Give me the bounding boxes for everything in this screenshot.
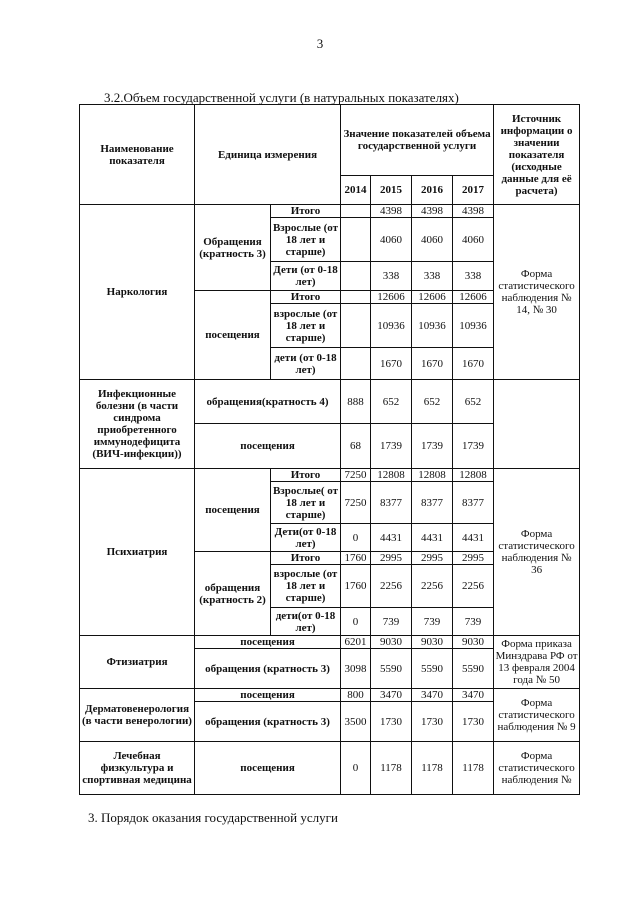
cell-value: 10936 (453, 304, 494, 348)
source-dermatovenerology: Форма статистического наблюдения № 9 (494, 689, 580, 742)
cell-value: 3470 (412, 689, 453, 702)
cell-value: 1670 (371, 348, 412, 380)
cell-value: 652 (453, 380, 494, 424)
cell-value: 3098 (341, 649, 371, 689)
cell-value: 8377 (412, 482, 453, 524)
cell-value: 1760 (341, 565, 371, 608)
cell-value: 2256 (371, 565, 412, 608)
source-narcology: Форма статистического наблюдения № 14, № 30 (494, 205, 580, 380)
cell-value: 10936 (371, 304, 412, 348)
cell-value: 4431 (453, 524, 494, 552)
cell-value (341, 205, 371, 218)
cell-value: 338 (453, 262, 494, 291)
cell-value: 338 (412, 262, 453, 291)
cell-value: 1739 (412, 424, 453, 469)
row-label: дети(от 0-18 лет) (271, 608, 341, 636)
indicator-exercise-therapy: Лечебная физкультура и спортивная медицина (80, 742, 195, 795)
cell-value: 10936 (412, 304, 453, 348)
cell-value: 8377 (453, 482, 494, 524)
cell-value: 1760 (341, 552, 371, 565)
row-label: Итого (271, 291, 341, 304)
cell-value: 739 (371, 608, 412, 636)
row-label: Итого (271, 205, 341, 218)
cell-value: 1730 (371, 702, 412, 742)
cell-value: 12808 (412, 469, 453, 482)
cell-value: 3470 (371, 689, 412, 702)
header-year: 2014 (341, 176, 371, 205)
header-values-title: Значение показателей объема государственной услуги (341, 105, 494, 176)
cell-value: 739 (412, 608, 453, 636)
psychiatry-appeals-group: обращения (кратность 2) (195, 552, 271, 636)
cell-value: 1730 (412, 702, 453, 742)
cell-value: 12606 (371, 291, 412, 304)
cell-value: 6201 (341, 636, 371, 649)
cell-value: 9030 (371, 636, 412, 649)
cell-value: 7250 (341, 469, 371, 482)
narcology-appeals-group: Обращения (кратность 3) (195, 205, 271, 291)
cell-value: 4060 (412, 218, 453, 262)
header-year: 2015 (371, 176, 412, 205)
cell-value: 4398 (412, 205, 453, 218)
cell-value: 3500 (341, 702, 371, 742)
cell-value: 5590 (453, 649, 494, 689)
narcology-visits-group: посещения (195, 291, 271, 380)
row-label: Итого (271, 552, 341, 565)
row-label: посещения (195, 742, 341, 795)
cell-value: 338 (371, 262, 412, 291)
cell-value: 1670 (453, 348, 494, 380)
cell-value (341, 304, 371, 348)
cell-value: 1178 (453, 742, 494, 795)
cell-value: 12606 (453, 291, 494, 304)
cell-value: 652 (371, 380, 412, 424)
cell-value: 2995 (453, 552, 494, 565)
cell-value (341, 348, 371, 380)
cell-value: 2256 (412, 565, 453, 608)
cell-value (341, 291, 371, 304)
row-label: обращения (кратность 3) (195, 649, 341, 689)
cell-value: 1178 (412, 742, 453, 795)
indicator-narcology: Наркология (80, 205, 195, 380)
cell-value: 12808 (453, 469, 494, 482)
header-source: Источник информации о значении показателя (исходные данные для её расчета) (494, 105, 580, 205)
cell-value: 1739 (371, 424, 412, 469)
row-label: взрослые (от 18 лет и старше) (271, 304, 341, 348)
cell-value: 0 (341, 742, 371, 795)
row-label: обращения(кратность 4) (195, 380, 341, 424)
cell-value: 4398 (453, 205, 494, 218)
cell-value: 800 (341, 689, 371, 702)
row-label: Дети(от 0-18 лет) (271, 524, 341, 552)
row-label: посещения (195, 636, 341, 649)
header-year: 2017 (453, 176, 494, 205)
indicator-infection: Инфекционные болезни (в части синдрома приобретенного иммунодефицита (ВИЧ-инфекции)) (80, 380, 195, 469)
cell-value (341, 262, 371, 291)
indicator-dermatovenerology: Дерматовенерология (в части венерологии) (80, 689, 195, 742)
cell-value: 888 (341, 380, 371, 424)
cell-value: 5590 (412, 649, 453, 689)
cell-value: 2995 (371, 552, 412, 565)
cell-value: 1739 (453, 424, 494, 469)
cell-value: 2256 (453, 565, 494, 608)
row-label: посещения (195, 689, 341, 702)
cell-value: 3470 (453, 689, 494, 702)
cell-value: 1730 (453, 702, 494, 742)
cell-value: 9030 (453, 636, 494, 649)
row-label: Взрослые( от 18 лет и старше) (271, 482, 341, 524)
source-phthisiatry: Форма приказа Минздрава РФ от 13 февраля 2004 года № 50 (494, 636, 580, 689)
cell-value: 4060 (453, 218, 494, 262)
section-title: 3.2.Объем государственной услуги (в натуральных показателях) (104, 90, 459, 105)
cell-value: 1670 (412, 348, 453, 380)
cell-value: 68 (341, 424, 371, 469)
cell-value: 652 (412, 380, 453, 424)
cell-value: 4398 (371, 205, 412, 218)
row-label: Итого (271, 469, 341, 482)
header-unit: Единица измерения (195, 105, 341, 205)
cell-value: 0 (341, 524, 371, 552)
row-label: посещения (195, 424, 341, 469)
cell-value: 0 (341, 608, 371, 636)
cell-value: 5590 (371, 649, 412, 689)
cell-value: 739 (453, 608, 494, 636)
volume-table (79, 104, 580, 795)
cell-value: 1178 (371, 742, 412, 795)
source-infection (494, 380, 580, 469)
cell-value: 4431 (371, 524, 412, 552)
header-name: Наименование показателя (80, 105, 195, 205)
indicator-psychiatry: Психиатрия (80, 469, 195, 636)
cell-value: 12606 (412, 291, 453, 304)
row-label: Взрослые (от 18 лет и старше) (271, 218, 341, 262)
cell-value: 12808 (371, 469, 412, 482)
section-heading-procedure: 3. Порядок оказания государственной услуги (88, 810, 338, 825)
cell-value: 4431 (412, 524, 453, 552)
indicator-phthisiatry: Фтизиатрия (80, 636, 195, 689)
cell-value (341, 218, 371, 262)
cell-value: 2995 (412, 552, 453, 565)
cell-value: 4060 (371, 218, 412, 262)
cell-value: 9030 (412, 636, 453, 649)
page-number: 3 (316, 36, 324, 51)
psychiatry-visits-group: посещения (195, 469, 271, 552)
row-label: взрослые (от 18 лет и старше) (271, 565, 341, 608)
header-year: 2016 (412, 176, 453, 205)
row-label: дети (от 0-18 лет) (271, 348, 341, 380)
source-exercise-therapy: Форма статистического наблюдения № (494, 742, 580, 795)
row-label: обращения (кратность 3) (195, 702, 341, 742)
source-psychiatry: Форма статистического наблюдения № 36 (494, 469, 580, 636)
cell-value: 7250 (341, 482, 371, 524)
cell-value: 8377 (371, 482, 412, 524)
row-label: Дети (от 0-18 лет) (271, 262, 341, 291)
